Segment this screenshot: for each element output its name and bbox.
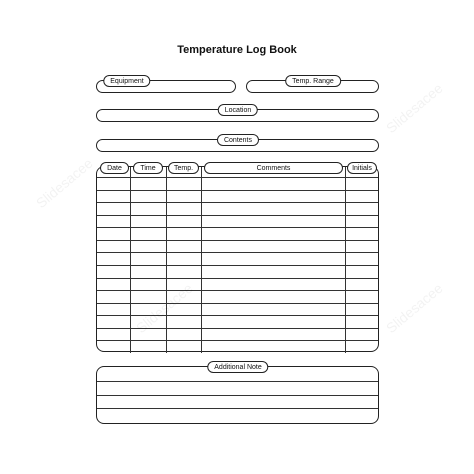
page-title: Temperature Log Book: [177, 44, 297, 56]
watermark-text: Slidesacee: [132, 279, 196, 337]
table-row-line: [97, 340, 378, 341]
watermark-text: Slidesacee: [32, 154, 96, 212]
table-row-line: [97, 315, 378, 316]
table-row-line: [97, 265, 378, 266]
contents-label: Contents: [217, 134, 259, 146]
column-header-initials: Initials: [347, 162, 377, 174]
watermark-text: Slidesacee: [382, 279, 446, 337]
additional-note-box[interactable]: [96, 366, 379, 424]
log-table: [96, 166, 379, 352]
location-field[interactable]: [96, 109, 379, 122]
note-line: [97, 395, 378, 396]
column-header-date: Date: [100, 162, 129, 174]
column-divider: [201, 167, 202, 353]
column-header-time: Time: [133, 162, 163, 174]
equipment-field[interactable]: [96, 80, 236, 93]
table-row-line: [97, 290, 378, 291]
table-row-line: [97, 190, 378, 191]
table-row-line: [97, 252, 378, 253]
table-row-line: [97, 215, 378, 216]
table-row-line: [97, 303, 378, 304]
table-row-line: [97, 240, 378, 241]
location-label: Location: [218, 104, 258, 116]
table-row-line: [97, 278, 378, 279]
column-header-comments: Comments: [204, 162, 343, 174]
contents-field[interactable]: [96, 139, 379, 152]
column-divider: [130, 167, 131, 353]
table-header-line: [97, 177, 378, 178]
additional-note-label: Additional Note: [207, 361, 268, 373]
temp-range-field[interactable]: [246, 80, 379, 93]
column-divider: [345, 167, 346, 353]
temp-range-label: Temp. Range: [285, 75, 341, 87]
column-header-temp: Temp.: [168, 162, 199, 174]
watermark-text: Slidesacee: [382, 79, 446, 137]
equipment-label: Equipment: [103, 75, 150, 87]
table-row-line: [97, 328, 378, 329]
note-line: [97, 381, 378, 382]
table-row-line: [97, 227, 378, 228]
table-row-line: [97, 202, 378, 203]
note-line: [97, 408, 378, 409]
column-divider: [166, 167, 167, 353]
